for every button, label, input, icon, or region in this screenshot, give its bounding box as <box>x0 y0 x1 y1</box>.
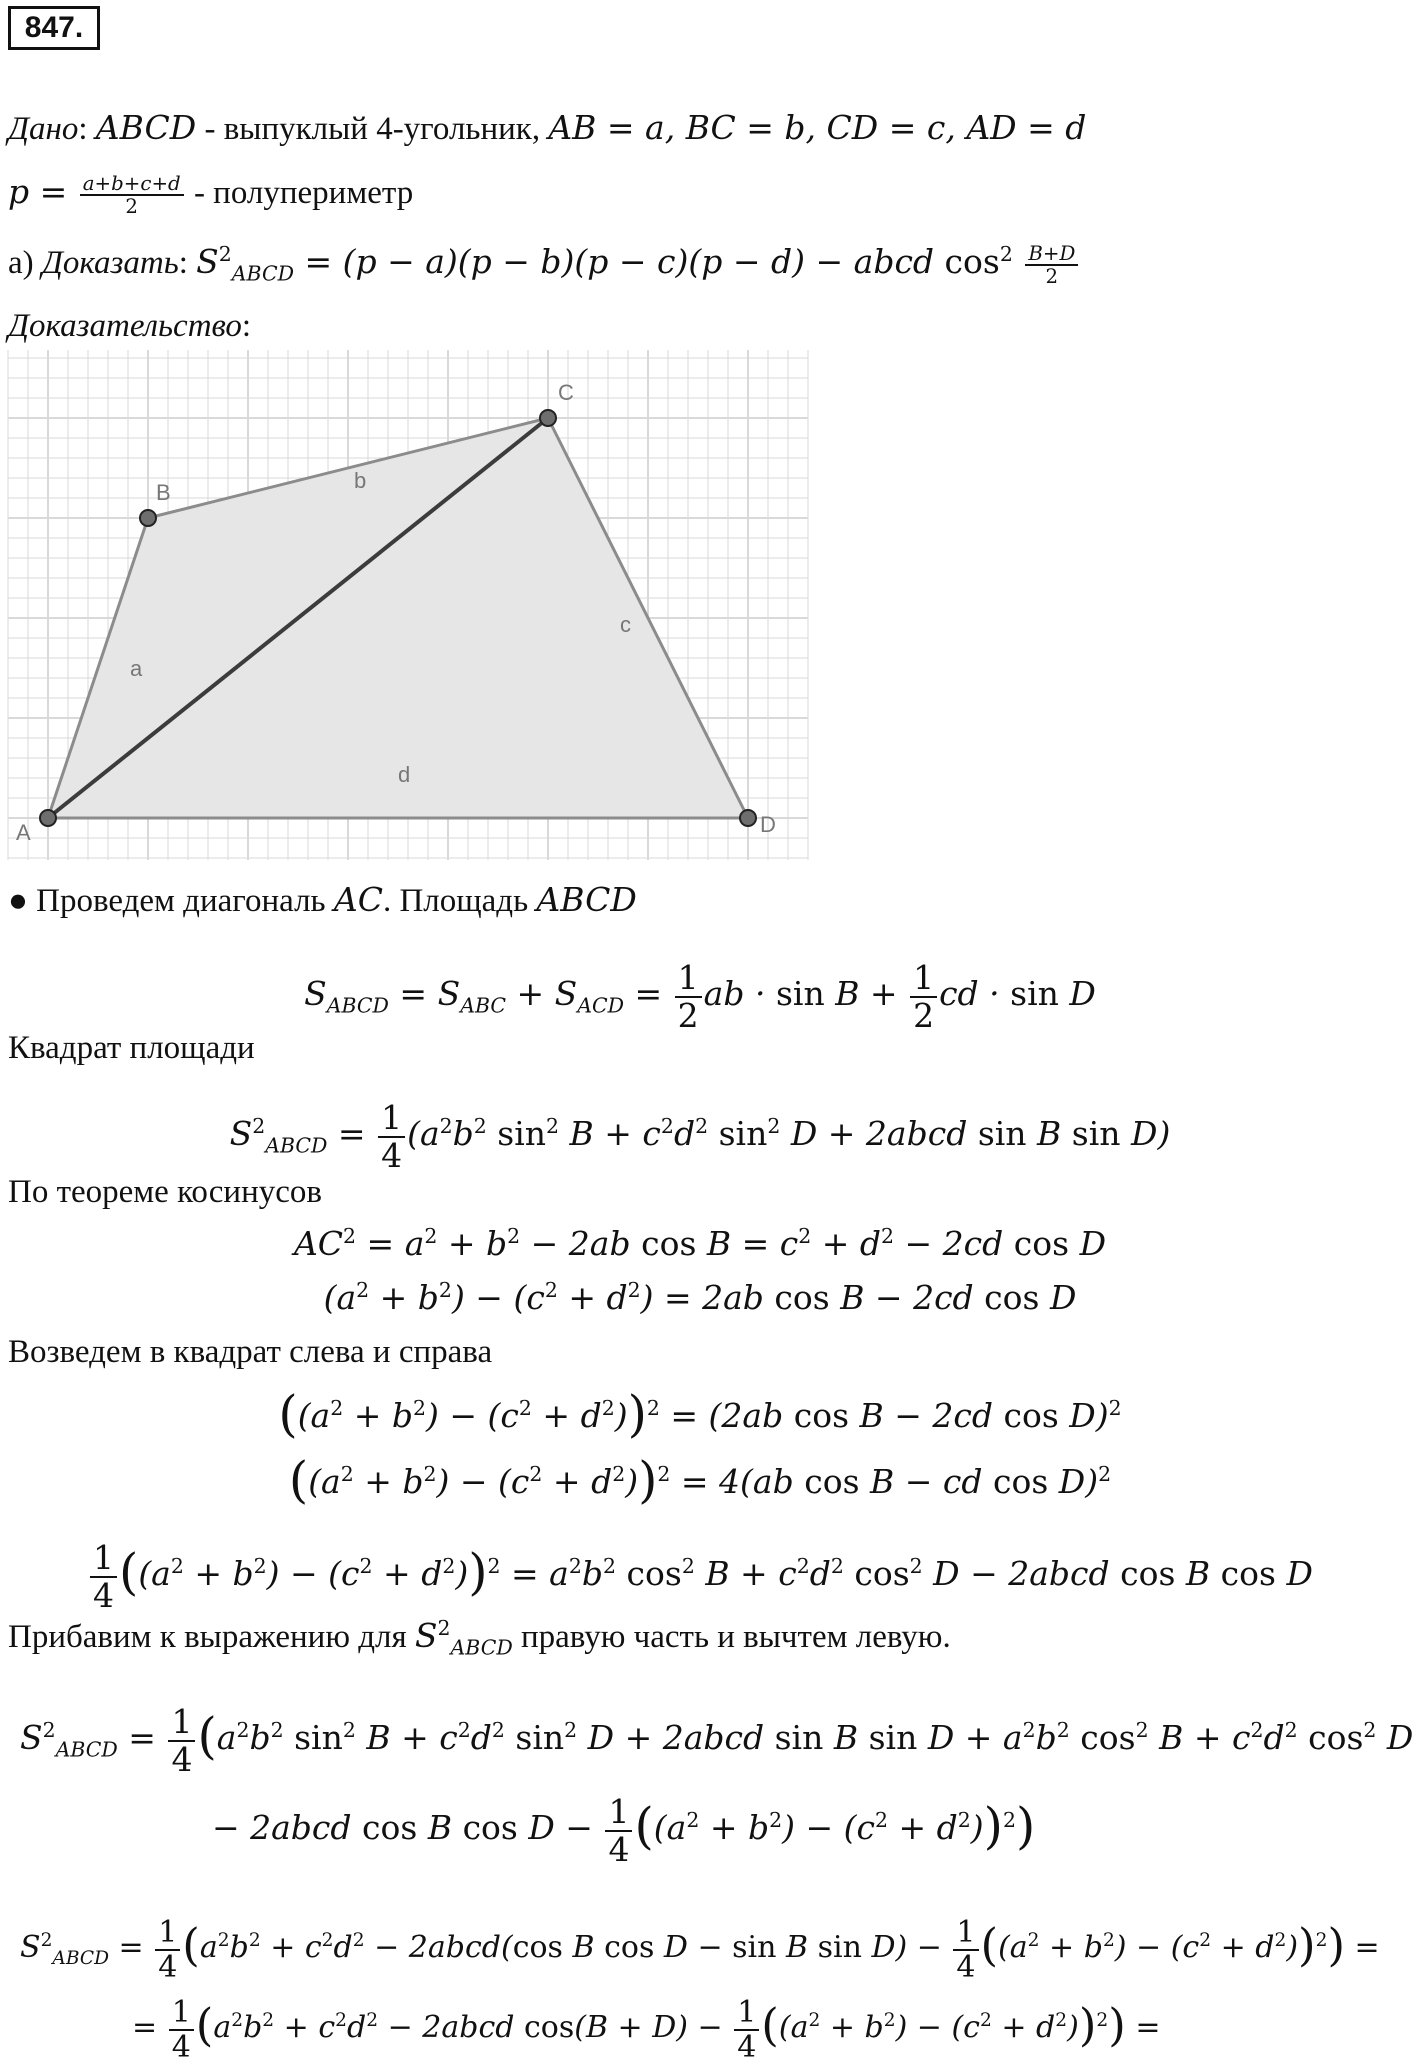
squared-formula-3: $\frac{1}{4}$ $((a^2 + b^2) - (c^2 + d^2))^2 = a^2b^2$ $\cos^2 B + c^2d^2$ $\cos^2 D$ − 2abcd cos B cos D <box>88 1540 1313 1615</box>
semiperimeter-line: p = $\frac{a+b+c+d}{2}$ - полупериметр <box>8 171 414 219</box>
cosine-formula-2: $(a^2 + b^2) - (c^2 + d^2) = 2ab$ cos B − 2cd cos D <box>323 1278 1077 1317</box>
simplified-formula-2: = $\frac{1}{4}$ ($a^2b^2 + c^2d^2$ − 2abcd cos(B + D) − $\frac{1}{4}$ $((a^2 + b^2) - (c^2 + d^2))^2$) = <box>132 1995 1161 2065</box>
area-formula: $S_{ABCD} = S_{ABC} + S_{ACD}$ = $\frac{1}{2}$ ab · sin B + $\frac{1}{2}$ cd · sin D <box>304 958 1096 1036</box>
area-squared-formula: $S^2_{ABCD}$ = $\frac{1}{4}$ ($a^2b^2$ $\sin^2 B + c^2d^2$ $\sin^2 D$ + 2abcd sin B sin D) <box>229 1098 1171 1176</box>
add-post-text: правую часть и вычтем левую. <box>512 1619 951 1655</box>
squared-formula-2: $((a^2 + b^2) - (c^2 + d^2))^2 = 4(ab$ cos B − cd cos D)$^2$ <box>288 1450 1112 1509</box>
proof-label: Доказательство <box>8 308 242 344</box>
area-text: . Площадь <box>382 883 537 919</box>
point-d <box>740 810 756 826</box>
sum-formula-line-1: $S^2_{ABCD}$ = $\frac{1}{4}$ ($a^2b^2$ $\sin^2 B + c^2d^2$ $\sin^2 D$ + 2abcd sin B $\sin D + a^2b^2$ $\cos^2 B + c^2d^2$ $\cos^2 D$ <box>20 1702 1413 1780</box>
sum-formula-line-2: − 2abcd cos B cos D − $\frac{1}{4}$ $((a^2 + b^2) - (c^2 + d^2))^2$) <box>212 1792 1036 1870</box>
proof-line: Доказательство: <box>8 308 252 344</box>
problem-number: 847. <box>8 6 100 50</box>
diagonal-line: ● Проведем диагональ AC. Площадь ABCD <box>8 880 637 919</box>
point-c <box>540 410 556 426</box>
label-side-b: b <box>354 468 367 493</box>
cosine-formula-1: $AC^2 = a^2 + b^2 - 2ab$ $\cos B = c^2 + d^2 - 2cd$ cos D <box>293 1224 1107 1263</box>
add-line: Прибавим к выражению для $S^2_{ABCD}$ правую часть и вычтем левую. <box>8 1616 951 1660</box>
square-text: Квадрат площади <box>8 1030 255 1066</box>
point-b <box>140 510 156 526</box>
prove-label: Доказать <box>41 245 179 281</box>
quadrilateral-figure <box>8 350 808 870</box>
square-both-text: Возведем в квадрат слева и справа <box>8 1334 493 1370</box>
label-c: C <box>558 380 574 405</box>
label-d: D <box>760 812 776 837</box>
squared-formula-1: $((a^2 + b^2) - (c^2 + d^2))^2 = (2ab$ cos B − 2cd cos D)$^2$ <box>278 1384 1122 1443</box>
label-side-d: d <box>398 762 411 787</box>
add-pre-text: Прибавим к выражению для <box>8 1619 415 1655</box>
given-label: Дано <box>8 111 79 147</box>
cosine-text: По теореме косинусов <box>8 1174 322 1210</box>
point-a <box>40 810 56 826</box>
semiperimeter-text: - полупериметр <box>185 175 414 211</box>
given-line: Дано: ABCD - выпуклый 4-угольник, AB = a, BC = b, CD = c, AD = d <box>8 108 1087 147</box>
diagonal-text: ● Проведем диагональ <box>8 883 334 919</box>
label-b: B <box>156 480 171 505</box>
label-side-c: c <box>620 612 631 637</box>
label-a: A <box>16 820 31 845</box>
given-text: - выпуклый 4-угольник, <box>196 111 549 147</box>
prove-prefix: а) <box>8 245 42 281</box>
prove-line: а) Доказать: $S^2_{ABCD} = (p - a)(p - b)(p - c)(p - d)$ − abcd $\cos^2$ $\frac{B+D}{2}$ <box>8 242 1080 288</box>
simplified-formula-1: $S^2_{ABCD}$ = $\frac{1}{4}$ ($a^2b^2 + c^2d^2$ − 2abcd(cos B cos D − sin B sin D) − $\frac{1}{4}$ $((a^2 + b^2) - (c^2 + d^2))^2$) = <box>20 1915 1380 1985</box>
label-side-a: a <box>130 656 143 681</box>
